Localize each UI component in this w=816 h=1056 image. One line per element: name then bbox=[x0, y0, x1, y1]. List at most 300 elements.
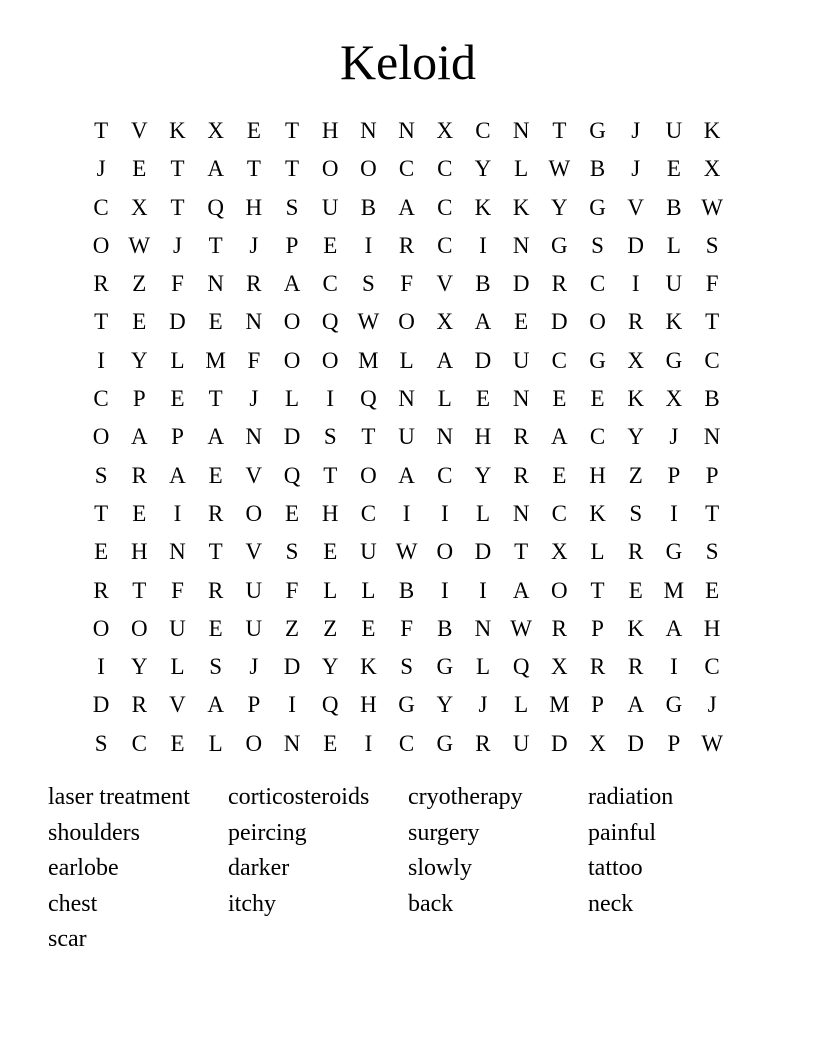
grid-letter: V bbox=[130, 118, 148, 143]
grid-letter: N bbox=[512, 500, 530, 526]
grid-letter: E bbox=[552, 462, 567, 488]
grid-letter: N bbox=[512, 386, 530, 412]
grid-letter: P bbox=[285, 232, 299, 258]
grid-letter: S bbox=[400, 654, 413, 680]
grid-letter: L bbox=[590, 539, 605, 565]
grid-letter: Y bbox=[436, 692, 454, 718]
grid-letter: Y bbox=[130, 347, 148, 373]
grid-letter: S bbox=[705, 232, 719, 258]
grid-letter: M bbox=[549, 692, 570, 718]
grid-letter: I bbox=[364, 730, 373, 756]
grid-letter: E bbox=[132, 500, 147, 526]
grid-letter: R bbox=[589, 654, 606, 680]
grid-letter: W bbox=[395, 539, 418, 565]
grid-letter: E bbox=[285, 500, 300, 526]
grid-letter: H bbox=[703, 615, 721, 641]
grid-letter: Q bbox=[321, 692, 339, 718]
grid-letter: T bbox=[208, 539, 223, 565]
grid-letter: I bbox=[173, 500, 182, 526]
grid-letter: T bbox=[94, 309, 109, 335]
grid-letter: O bbox=[398, 309, 415, 335]
grid-letter: E bbox=[132, 156, 147, 182]
letter-grid bbox=[82, 112, 731, 763]
grid-letter: B bbox=[704, 386, 720, 412]
grid-letter: T bbox=[246, 156, 261, 182]
grid-letter: R bbox=[475, 730, 491, 756]
grid-letter: C bbox=[360, 500, 377, 526]
grid-letter: G bbox=[436, 730, 454, 756]
grid-letter: L bbox=[399, 347, 414, 373]
grid-letter: P bbox=[591, 615, 604, 641]
grid-letter: G bbox=[589, 118, 606, 143]
grid-letter: I bbox=[440, 577, 449, 603]
grid-letter: R bbox=[93, 577, 109, 603]
grid-letter: C bbox=[551, 347, 568, 373]
grid-letter: L bbox=[666, 232, 681, 258]
grid-letter: F bbox=[171, 271, 184, 297]
grid-letter: T bbox=[361, 424, 376, 450]
grid-letter: T bbox=[590, 577, 605, 603]
grid-letter: D bbox=[551, 730, 568, 756]
grid-letter: U bbox=[665, 118, 683, 143]
grid-letter: T bbox=[132, 577, 147, 603]
grid-letter: V bbox=[436, 271, 454, 297]
grid-letter: X bbox=[551, 539, 568, 565]
word-list bbox=[48, 780, 768, 958]
grid-letter: J bbox=[631, 156, 641, 182]
grid-letter: X bbox=[207, 118, 224, 143]
grid-letter: B bbox=[360, 194, 377, 220]
grid-letter: B bbox=[475, 271, 491, 297]
grid-letter: S bbox=[362, 271, 375, 297]
grid-letter: M bbox=[205, 347, 226, 373]
grid-letter: I bbox=[326, 386, 335, 412]
grid-letter: C bbox=[93, 194, 109, 220]
grid-letter: C bbox=[704, 654, 720, 680]
grid-letter: X bbox=[130, 194, 148, 220]
grid-letter: S bbox=[285, 539, 299, 565]
grid-letter: E bbox=[705, 577, 720, 603]
grid-letter: A bbox=[207, 156, 224, 182]
grid-letter: O bbox=[283, 347, 301, 373]
grid-letter: N bbox=[474, 615, 492, 641]
grid-letter: Y bbox=[627, 424, 645, 450]
grid-letter: S bbox=[94, 462, 108, 488]
grid-letter: V bbox=[169, 692, 186, 718]
grid-letter: L bbox=[475, 654, 490, 680]
grid-letter: L bbox=[514, 156, 529, 182]
grid-letter: X bbox=[665, 386, 683, 412]
grid-letter: T bbox=[170, 194, 185, 220]
word-list-item: radiation bbox=[588, 784, 674, 810]
grid-letter: E bbox=[170, 730, 185, 756]
word-list-item: laser treatment bbox=[48, 784, 190, 810]
grid-letter: S bbox=[629, 500, 643, 526]
grid-letter: H bbox=[321, 118, 339, 143]
grid-letter: U bbox=[398, 424, 415, 450]
grid-letter: T bbox=[208, 232, 223, 258]
grid-letter: H bbox=[245, 194, 263, 220]
grid-letter: D bbox=[627, 232, 645, 258]
grid-letter: I bbox=[97, 347, 105, 373]
grid-letter: K bbox=[474, 194, 492, 220]
grid-letter: U bbox=[665, 271, 683, 297]
grid-letter: K bbox=[589, 500, 606, 526]
grid-letter: S bbox=[285, 194, 299, 220]
grid-letter: M bbox=[663, 577, 685, 603]
grid-letter: L bbox=[170, 347, 185, 373]
grid-letter: V bbox=[627, 194, 645, 220]
grid-letter: O bbox=[360, 462, 377, 488]
grid-letter: T bbox=[94, 118, 109, 143]
grid-letter: O bbox=[589, 309, 606, 335]
grid-letter: W bbox=[701, 194, 723, 220]
grid-letter: T bbox=[705, 309, 720, 335]
grid-letter: F bbox=[400, 271, 413, 297]
word-list-item: corticosteroids bbox=[228, 784, 370, 810]
grid-letter: A bbox=[551, 424, 568, 450]
grid-letter: A bbox=[436, 347, 454, 373]
grid-letter: E bbox=[628, 577, 643, 603]
grid-letter: W bbox=[357, 309, 380, 335]
grid-letter: Q bbox=[321, 309, 339, 335]
grid-letter: E bbox=[246, 118, 261, 143]
grid-letter: W bbox=[128, 232, 151, 258]
grid-letter: Q bbox=[360, 386, 377, 412]
grid-letter: R bbox=[246, 271, 262, 297]
grid-letter: U bbox=[512, 347, 530, 373]
grid-letter: R bbox=[93, 271, 109, 297]
grid-letter: E bbox=[208, 615, 223, 641]
grid-letter: O bbox=[321, 156, 339, 182]
grid-letter: G bbox=[589, 347, 606, 373]
grid-letter: B bbox=[437, 615, 453, 641]
grid-letter: C bbox=[437, 156, 453, 182]
grid-letter: J bbox=[631, 118, 641, 143]
grid-letter: X bbox=[589, 730, 606, 756]
grid-letter: J bbox=[249, 232, 259, 258]
grid-letter: U bbox=[360, 539, 377, 565]
grid-letter: L bbox=[208, 730, 223, 756]
grid-letter: D bbox=[169, 309, 186, 335]
grid-letter: J bbox=[172, 232, 182, 258]
grid-letter: H bbox=[360, 692, 377, 718]
grid-letter: A bbox=[207, 424, 224, 450]
grid-letter: H bbox=[130, 539, 148, 565]
grid-letter: R bbox=[628, 539, 644, 565]
grid-letter: G bbox=[665, 692, 683, 718]
grid-letter: L bbox=[475, 500, 490, 526]
grid-letter: C bbox=[322, 271, 338, 297]
grid-letter: E bbox=[94, 539, 109, 565]
grid-letter: L bbox=[323, 577, 338, 603]
grid-letter: O bbox=[92, 424, 110, 450]
word-list-item: surgery bbox=[408, 819, 480, 846]
grid-letter: L bbox=[437, 386, 452, 412]
grid-letter: N bbox=[398, 118, 415, 143]
grid-letter: R bbox=[628, 309, 644, 335]
grid-letter: A bbox=[169, 462, 186, 488]
grid-letter: F bbox=[400, 615, 413, 641]
grid-letter: T bbox=[552, 118, 567, 143]
grid-letter: O bbox=[245, 730, 263, 756]
grid-letter: T bbox=[705, 500, 720, 526]
grid-letter: Q bbox=[207, 194, 224, 220]
grid-letter: A bbox=[512, 577, 530, 603]
grid-letter: U bbox=[321, 194, 339, 220]
word-list-item: slowly bbox=[408, 855, 473, 882]
grid-letter: A bbox=[207, 692, 224, 718]
word-list-item: painful bbox=[588, 819, 656, 846]
grid-letter: A bbox=[474, 309, 492, 335]
grid-letter: R bbox=[207, 577, 224, 603]
grid-letter: B bbox=[398, 577, 415, 603]
grid-letter: E bbox=[323, 232, 338, 258]
grid-letter: U bbox=[169, 615, 186, 641]
grid-letter: D bbox=[283, 424, 301, 450]
grid-letter: T bbox=[94, 500, 109, 526]
grid-letter: G bbox=[551, 232, 568, 258]
grid-letter: U bbox=[512, 730, 530, 756]
grid-letter: A bbox=[398, 462, 415, 488]
grid-letter: R bbox=[398, 232, 415, 258]
grid-letter: C bbox=[589, 424, 606, 450]
grid-letter: R bbox=[131, 462, 147, 488]
word-list-item: chest bbox=[48, 890, 98, 917]
grid-letter: G bbox=[398, 692, 415, 718]
grid-letter: X bbox=[436, 118, 454, 143]
grid-letter: N bbox=[512, 232, 530, 258]
grid-letter: H bbox=[321, 500, 339, 526]
grid-letter: N bbox=[283, 730, 301, 756]
grid-letter: I bbox=[440, 500, 449, 526]
grid-letter: T bbox=[285, 156, 300, 182]
grid-letter: S bbox=[323, 424, 337, 450]
grid-letter: Z bbox=[285, 615, 300, 641]
grid-letter: Y bbox=[551, 194, 568, 220]
grid-letter: Y bbox=[474, 462, 492, 488]
grid-letter: O bbox=[436, 539, 454, 565]
grid-letter: I bbox=[288, 692, 296, 718]
grid-letter: O bbox=[130, 615, 148, 641]
word-list-item: neck bbox=[588, 890, 634, 917]
grid-letter: Z bbox=[323, 615, 338, 641]
grid-letter: K bbox=[627, 615, 645, 641]
grid-letter: D bbox=[283, 654, 301, 680]
grid-letter: U bbox=[245, 577, 263, 603]
grid-letter: O bbox=[245, 500, 263, 526]
grid-letter: C bbox=[131, 730, 147, 756]
grid-letter: T bbox=[285, 118, 300, 143]
grid-letter: R bbox=[513, 462, 529, 488]
grid-letter: K bbox=[512, 194, 530, 220]
grid-letter: E bbox=[208, 309, 223, 335]
grid-letter: P bbox=[132, 386, 146, 412]
grid-letter: V bbox=[245, 539, 263, 565]
grid-letter: X bbox=[703, 156, 721, 182]
grid-letter: K bbox=[169, 118, 186, 143]
grid-letter: D bbox=[474, 539, 492, 565]
grid-letter: R bbox=[513, 424, 529, 450]
grid-letter: N bbox=[398, 386, 415, 412]
grid-letter: C bbox=[437, 194, 453, 220]
grid-letter: Y bbox=[130, 654, 148, 680]
word-list-item: peircing bbox=[228, 819, 307, 846]
grid-letter: E bbox=[170, 386, 185, 412]
grid-letter: C bbox=[437, 462, 453, 488]
grid-letter: T bbox=[170, 156, 185, 182]
grid-letter: Z bbox=[132, 271, 147, 297]
word-list-item: shoulders bbox=[48, 819, 140, 846]
grid-letter: D bbox=[92, 692, 110, 718]
word-list-item: cryotherapy bbox=[408, 784, 523, 810]
grid-letter: F bbox=[171, 577, 184, 603]
grid-letter: I bbox=[479, 577, 487, 603]
grid-letter: D bbox=[551, 309, 568, 335]
grid-letter: W bbox=[548, 156, 571, 182]
grid-letter: H bbox=[589, 462, 606, 488]
grid-letter: R bbox=[207, 500, 224, 526]
grid-letter: D bbox=[627, 730, 645, 756]
word-list-item: scar bbox=[48, 926, 87, 953]
grid-letter: E bbox=[132, 309, 147, 335]
grid-letter: C bbox=[398, 156, 415, 182]
grid-letter: Q bbox=[512, 654, 530, 680]
grid-letter: C bbox=[704, 347, 720, 373]
grid-letter: E bbox=[323, 730, 338, 756]
grid-letter: P bbox=[667, 730, 681, 756]
grid-letter: S bbox=[705, 539, 719, 565]
word-list-item: tattoo bbox=[588, 855, 643, 882]
grid-letter: O bbox=[360, 156, 377, 182]
grid-letter: A bbox=[398, 194, 415, 220]
grid-letter: V bbox=[245, 462, 263, 488]
grid-letter: I bbox=[97, 654, 105, 680]
grid-letter: Y bbox=[474, 156, 492, 182]
grid-letter: N bbox=[703, 424, 721, 450]
grid-letter: P bbox=[591, 692, 604, 718]
grid-letter: C bbox=[437, 232, 453, 258]
grid-letter: I bbox=[479, 232, 487, 258]
grid-letter: I bbox=[631, 271, 640, 297]
grid-letter: L bbox=[170, 654, 185, 680]
grid-letter: C bbox=[475, 118, 491, 143]
grid-letter: O bbox=[551, 577, 568, 603]
grid-letter: K bbox=[627, 386, 645, 412]
grid-letter: A bbox=[665, 615, 683, 641]
grid-letter: L bbox=[514, 692, 529, 718]
grid-letter: X bbox=[436, 309, 454, 335]
grid-letter: E bbox=[666, 156, 681, 182]
grid-letter: W bbox=[701, 730, 723, 756]
grid-letter: P bbox=[171, 424, 184, 450]
grid-letter: E bbox=[514, 309, 529, 335]
grid-letter: J bbox=[669, 424, 679, 450]
grid-letter: E bbox=[208, 462, 223, 488]
grid-letter: F bbox=[285, 577, 299, 603]
grid-letter: A bbox=[130, 424, 148, 450]
grid-letter: R bbox=[551, 615, 568, 641]
grid-letter: O bbox=[92, 615, 110, 641]
grid-letter: D bbox=[474, 347, 492, 373]
grid-letter: E bbox=[361, 615, 376, 641]
grid-letter: I bbox=[670, 500, 678, 526]
grid-letter: N bbox=[207, 271, 224, 297]
grid-letter: G bbox=[436, 654, 454, 680]
grid-letter: S bbox=[94, 730, 108, 756]
grid-letter: J bbox=[478, 692, 488, 718]
grid-letter: W bbox=[510, 615, 533, 641]
grid-letter: E bbox=[552, 386, 567, 412]
grid-letter: M bbox=[358, 347, 379, 373]
grid-letter: A bbox=[283, 271, 301, 297]
grid-letter: S bbox=[591, 232, 604, 258]
grid-letter: K bbox=[703, 118, 721, 143]
grid-letter: G bbox=[665, 539, 683, 565]
grid-letter: L bbox=[361, 577, 376, 603]
grid-letter: S bbox=[209, 654, 223, 680]
word-list-item: earlobe bbox=[48, 855, 119, 882]
grid-letter: H bbox=[474, 424, 492, 450]
grid-letter: I bbox=[670, 654, 678, 680]
grid-letter: I bbox=[402, 500, 411, 526]
grid-letter: C bbox=[589, 271, 606, 297]
grid-letter: R bbox=[131, 692, 147, 718]
grid-letter: A bbox=[627, 692, 645, 718]
grid-letter: X bbox=[627, 347, 645, 373]
grid-letter: E bbox=[475, 386, 490, 412]
grid-letter: N bbox=[512, 118, 530, 143]
grid-letter: N bbox=[360, 118, 377, 143]
grid-letter: F bbox=[705, 271, 719, 297]
grid-letter: N bbox=[169, 539, 186, 565]
grid-letter: J bbox=[249, 386, 259, 412]
grid-letter: K bbox=[360, 654, 377, 680]
grid-letter: Y bbox=[321, 654, 339, 680]
grid-letter: T bbox=[514, 539, 529, 565]
grid-letter: B bbox=[666, 194, 682, 220]
grid-letter: O bbox=[283, 309, 301, 335]
grid-letter: D bbox=[512, 271, 530, 297]
grid-letter: C bbox=[93, 386, 109, 412]
grid-letter: K bbox=[665, 309, 683, 335]
grid-letter: R bbox=[628, 654, 644, 680]
grid-letter: J bbox=[249, 654, 259, 680]
grid-letter: I bbox=[364, 232, 373, 258]
grid-letter: R bbox=[551, 271, 568, 297]
grid-letter: J bbox=[707, 692, 717, 718]
grid-letter: G bbox=[665, 347, 683, 373]
grid-letter: P bbox=[247, 692, 261, 718]
grid-letter: U bbox=[245, 615, 263, 641]
grid-letter: E bbox=[590, 386, 605, 412]
grid-letter: N bbox=[436, 424, 454, 450]
word-list-item: back bbox=[408, 890, 454, 917]
grid-letter: G bbox=[589, 194, 606, 220]
grid-letter: C bbox=[398, 730, 415, 756]
grid-letter: Z bbox=[628, 462, 643, 488]
page-title: Keloid bbox=[339, 34, 477, 90]
grid-letter: T bbox=[208, 386, 223, 412]
grid-letter: T bbox=[323, 462, 338, 488]
grid-letter: L bbox=[285, 386, 300, 412]
grid-letter: N bbox=[245, 309, 263, 335]
grid-letter: B bbox=[589, 156, 606, 182]
word-list-item: darker bbox=[228, 855, 290, 882]
word-list-item: itchy bbox=[228, 890, 276, 917]
grid-letter: O bbox=[321, 347, 339, 373]
grid-letter: X bbox=[551, 654, 568, 680]
